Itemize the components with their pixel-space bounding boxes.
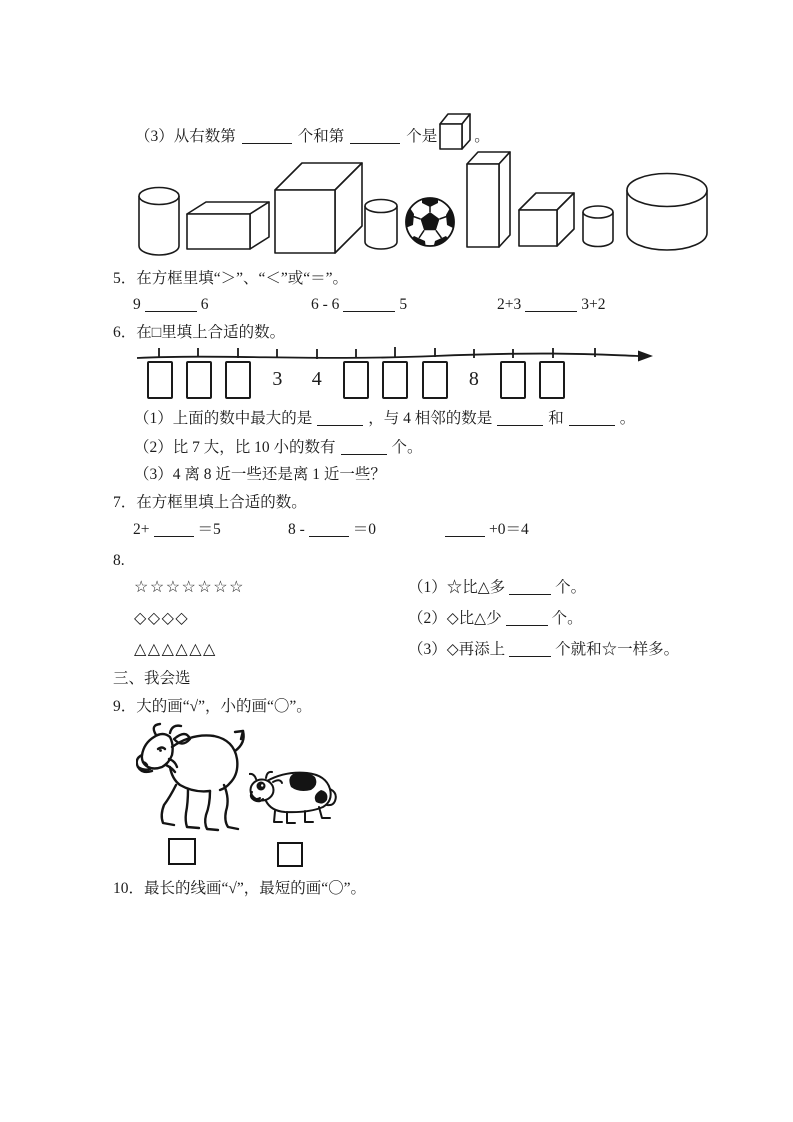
q8-triangle-row: △△△△△△ [134, 641, 217, 658]
q4-sub3-line [135, 112, 490, 151]
q4-sub3-end: 个是 [406, 128, 438, 145]
q6-sub2 [134, 437, 423, 459]
q5-item-2 [311, 294, 407, 316]
cube-shape [518, 190, 575, 249]
q5-heading: 5．在方框里填“＞”、“＜”或“＝”。 [113, 270, 349, 287]
q10-heading: 10．最长的线画“√”，最短的画“〇”。 [113, 880, 367, 897]
q6-sub2-pre: （2）比 7 大，比 10 小的数有 [134, 439, 336, 456]
number-label-3: 3 [272, 368, 283, 390]
q8-diamond-row: ◇◇◇◇ [134, 610, 190, 627]
number-box [382, 361, 409, 399]
q5-item-1 [133, 294, 209, 316]
q4-sub3-mid: 个和第 [297, 128, 345, 145]
q8-sub1 [408, 577, 586, 599]
number-box [185, 361, 212, 399]
blank-line [569, 410, 615, 426]
number-box [421, 361, 448, 399]
q5-item-1-left: 9 [133, 296, 141, 313]
q5-item-2-right: 5 [399, 296, 408, 313]
blank-line [350, 128, 400, 144]
blank-line [509, 579, 551, 595]
q6-sub1 [134, 408, 635, 430]
q8-star-row: ☆☆☆☆☆☆☆ [134, 579, 245, 596]
q5-item-2-left: 6 - 6 [311, 296, 340, 313]
q6-sub2-end: 个。 [391, 439, 423, 456]
small-cow-figure [249, 765, 339, 827]
cube-icon [439, 112, 472, 151]
blank-line [445, 521, 485, 537]
number-box [500, 361, 527, 399]
cylinder-shape [138, 186, 180, 257]
q8-sub2-end: 个。 [551, 610, 583, 627]
q7-item-1 [133, 519, 221, 541]
q5-item-3-left: 2+3 [497, 296, 522, 313]
tall-box-shape [466, 150, 511, 249]
q7-item-3-right: +0＝4 [489, 521, 529, 538]
number-line-cells [146, 361, 566, 399]
soccer-ball-shape [404, 195, 457, 250]
blank-line [497, 410, 543, 426]
q7-item-2-right: ＝0 [352, 521, 377, 538]
number-box [146, 361, 173, 399]
q8-number: 8. [113, 552, 125, 569]
q6-sub1-mid: ，与 4 相邻的数是 [368, 410, 493, 427]
big-cylinder-shape [626, 172, 709, 253]
blank-line [309, 521, 349, 537]
q5-item-3 [497, 294, 606, 316]
q7-item-2-left: 8 - [288, 521, 305, 538]
blank-line [154, 521, 194, 537]
blank-line [525, 296, 577, 312]
q7-item-1-right: ＝5 [197, 521, 221, 538]
q9-heading: 9．大的画“√”，小的画“〇”。 [113, 698, 312, 715]
q5-item-3-right: 3+2 [581, 296, 606, 313]
blank-line [317, 410, 363, 426]
big-cow-figure [136, 721, 250, 837]
number-box [342, 361, 369, 399]
box-shape [186, 200, 270, 251]
number-label-4: 4 [311, 368, 322, 390]
q6-sub1-pre: （1）上面的数中最大的是 [134, 410, 313, 427]
q8-sub2 [408, 608, 583, 630]
q8-sub2-pre: （2）◇比△少 [408, 610, 502, 627]
q7-item-2 [288, 519, 376, 541]
q5-item-1-right: 6 [200, 296, 209, 313]
number-box [225, 361, 252, 399]
blank-line [341, 439, 387, 455]
q8-sub3-pre: （3）◇再添上 [408, 641, 506, 658]
q7-heading: 7．在方框里填上合适的数。 [113, 494, 307, 511]
q8-sub1-end: 个。 [555, 579, 587, 596]
q6-sub3: （3）4 离 8 近一些还是离 1 近一些？ [134, 466, 386, 483]
q6-sub1-end: 。 [619, 410, 636, 427]
blank-line [145, 296, 197, 312]
q4-sub3-prefix: （3）从右数第 [135, 128, 236, 145]
number-label-8: 8 [468, 368, 479, 390]
q6-sub1-and: 和 [548, 410, 564, 427]
small-cylinder-shape [582, 205, 614, 248]
q8-sub3-end: 个就和☆一样多。 [555, 641, 680, 658]
blank-line [242, 128, 292, 144]
q6-heading: 6．在□里填上合适的数。 [113, 324, 286, 341]
shapes-row [136, 150, 711, 260]
answer-box-small-cow [277, 842, 303, 867]
number-box [539, 361, 566, 399]
big-cube-shape [274, 160, 363, 256]
q8-sub3 [408, 639, 679, 661]
blank-line [509, 641, 551, 657]
blank-line [343, 296, 395, 312]
blank-line [506, 610, 548, 626]
q4-sub3-period: 。 [474, 128, 490, 145]
q7-item-1-left: 2+ [133, 521, 150, 538]
small-cylinder-shape [364, 198, 398, 251]
section-three-heading: 三、我会选 [113, 670, 191, 687]
q7-item-3 [441, 519, 529, 541]
q8-sub1-pre: （1）☆比△多 [408, 579, 506, 596]
answer-box-big-cow [168, 838, 196, 865]
